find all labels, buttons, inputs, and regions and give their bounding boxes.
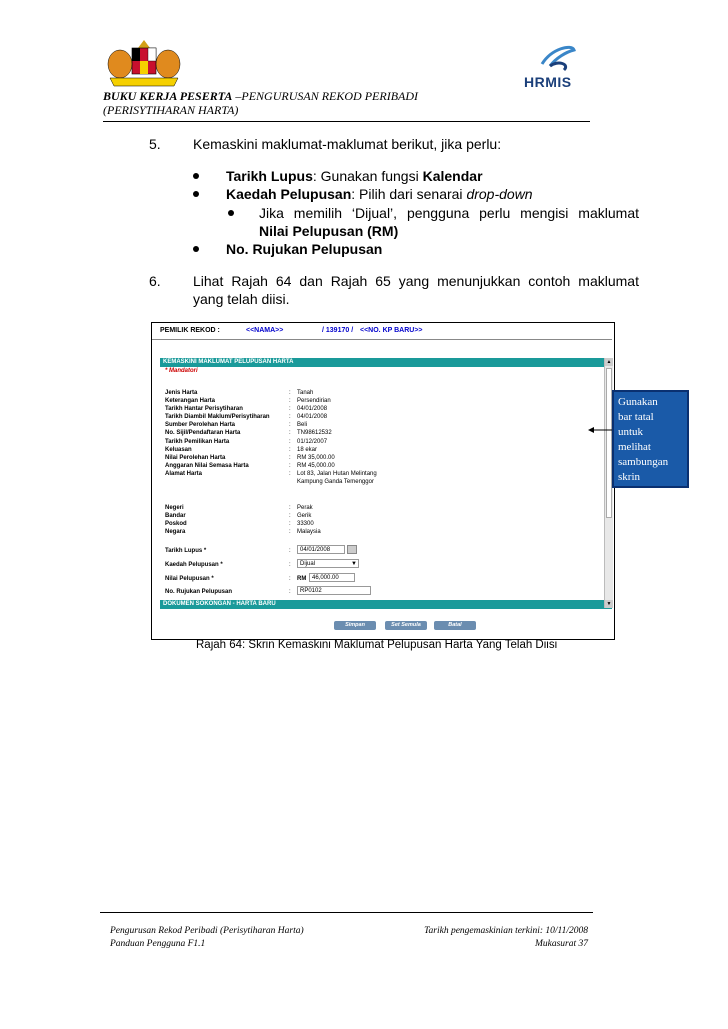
field-label: Sumber Perolehan Harta <box>165 422 236 429</box>
field-row <box>152 528 602 536</box>
footer-left <box>110 925 304 951</box>
field-value: Beli <box>297 422 308 429</box>
field-colon: : <box>289 548 291 554</box>
nilai-rm: RM <box>297 576 307 582</box>
step6-line2: yang telah diisi. <box>193 291 290 307</box>
fields-group <box>152 389 602 486</box>
step5-text: Kemaskini maklumat-maklumat berikut, jika perlu: <box>193 136 502 152</box>
field-label: Tarikh Hantar Perisytiharan <box>165 406 243 413</box>
field-label: Jenis Harta <box>165 390 198 396</box>
footer-right-line1: Tarikh pengemaskinian terkini: 10/11/2008 <box>424 926 588 936</box>
bullet-bold: Kalendar <box>422 168 483 184</box>
callout-line: skrin <box>618 471 640 483</box>
field-label: Bandar <box>165 513 186 520</box>
field-label: Poskod <box>165 521 187 528</box>
header-subtitle: (PERISYTIHARAN HARTA) <box>103 103 239 117</box>
field-row <box>152 438 602 446</box>
bullet-text: : Pilih dari senarai <box>351 186 467 202</box>
coat-of-arms-logo <box>104 38 184 88</box>
field-row <box>152 397 602 405</box>
field-row <box>152 429 602 437</box>
field-value: TN98612532 <box>297 430 332 437</box>
tarikh-lupus-label: Tarikh Lupus * <box>165 548 207 554</box>
field-row <box>152 478 602 486</box>
bullet-dot <box>193 173 199 179</box>
nilai-label: Nilai Pelupusan * <box>165 576 214 582</box>
field-value: Malaysia <box>297 529 321 536</box>
scroll-up-icon[interactable]: ▲ <box>606 359 612 365</box>
owner-id: / 139170 / <box>322 327 354 334</box>
form-screenshot <box>151 322 615 640</box>
callout-line: untuk <box>618 426 644 438</box>
field-label: Negara <box>165 529 186 536</box>
field-row <box>152 520 602 528</box>
document-header <box>103 89 418 117</box>
scroll-down-icon[interactable]: ▼ <box>606 601 612 607</box>
hrmis-logo <box>520 40 590 90</box>
step6-line1: Lihat Rajah 64 dan Rajah 65 yang menunjukkan contoh maklumat <box>193 273 639 289</box>
bullet-label: No. Rujukan Pelupusan <box>226 241 383 257</box>
field-value: RM 45,000.00 <box>297 462 335 469</box>
nilai-row <box>152 573 602 585</box>
field-label: No. Sijil/Pendaftaran Harta <box>165 430 241 437</box>
header-title-bold: BUKU KERJA PESERTA <box>103 89 233 103</box>
field-colon: : <box>289 390 291 396</box>
field-row <box>152 512 602 520</box>
field-colon: : <box>289 505 291 511</box>
sub-bullet-bold: Nilai Pelupusan (RM) <box>259 223 399 239</box>
bullet-label: Tarikh Lupus <box>226 168 313 184</box>
mandatory-note: * Mandatori <box>165 368 198 374</box>
field-value: 04/01/2008 <box>297 414 328 421</box>
field-row <box>152 446 602 454</box>
owner-bar <box>152 323 612 340</box>
bullet-italic: drop-down <box>466 186 533 202</box>
footer-divider <box>100 912 593 913</box>
field-row <box>152 405 602 413</box>
bullet-text: : Gunakan fungsi <box>312 168 423 184</box>
rujukan-label: No. Rujukan Pelupusan <box>165 589 233 595</box>
footer-left-line1: Pengurusan Rekod Peribadi (Perisytiharan Harta) <box>110 926 304 936</box>
field-value: Lot 83, Jalan Hutan Melintang <box>297 470 377 477</box>
field-value: RM 35,000.00 <box>297 454 335 461</box>
callout-line: melihat <box>618 441 651 453</box>
bullet-kaedah-pelupusan <box>226 185 533 203</box>
field-colon: : <box>289 406 291 413</box>
footer-left-line2: Panduan Pengguna F1.1 <box>110 939 206 949</box>
bullet-tarikh-lupus <box>226 167 483 185</box>
kaedah-label: Kaedah Pelupusan * <box>165 562 223 568</box>
header-title-rest: –PENGURUSAN REKOD PERIBADI <box>232 89 419 103</box>
field-colon: : <box>289 589 291 595</box>
step6-text <box>193 272 639 308</box>
bullet-label: Kaedah Pelupusan <box>226 186 352 202</box>
callout-line: Gunakan <box>618 396 658 408</box>
sub-bullet-dot <box>228 210 234 216</box>
field-colon: : <box>289 422 291 429</box>
field-label: Tarikh Pemilikan Harta <box>165 438 230 445</box>
footer-right <box>400 925 588 951</box>
kaedah-select[interactable] <box>297 559 359 568</box>
field-row <box>152 413 602 421</box>
field-colon: : <box>289 398 291 405</box>
field-colon: : <box>289 562 291 568</box>
field-colon: : <box>289 430 291 437</box>
field-label: Negeri <box>165 505 184 511</box>
field-row <box>152 470 602 478</box>
field-value: 01/12/2007 <box>297 438 328 445</box>
field-colon: : <box>289 521 291 528</box>
cancel-button[interactable]: Batal <box>434 621 476 630</box>
tarikh-lupus-row <box>152 545 602 557</box>
field-value: Tanah <box>297 390 314 396</box>
fields-group-address <box>152 504 602 536</box>
field-value: 04/01/2008 <box>297 406 328 413</box>
field-colon: : <box>289 454 291 461</box>
section-title-bar: KEMASKINI MAKLUMAT PELUPUSAN HARTA <box>160 358 612 367</box>
tarikh-lupus-input[interactable]: 04/01/2008 <box>297 545 345 554</box>
field-label: Tarikh Diambil Maklum/Perisytiharan <box>165 414 270 421</box>
hrmis-logo-text: HRMIS <box>524 74 572 90</box>
field-colon: : <box>289 529 291 536</box>
field-row <box>152 389 602 397</box>
field-row <box>152 454 602 462</box>
field-label: Nilai Perolehan Harta <box>165 454 226 461</box>
nilai-input[interactable]: 46,000.00 <box>309 573 355 582</box>
field-colon: : <box>289 438 291 445</box>
field-label: Keterangan Harta <box>165 398 216 405</box>
rujukan-input[interactable]: RP0102 <box>297 586 371 595</box>
owner-label: PEMILIK REKOD : <box>160 327 220 334</box>
rujukan-row <box>152 586 602 598</box>
field-colon: : <box>289 513 291 520</box>
sub-bullet-text: Jika memilih ‘Dijual’, pengguna perlu mengisi maklumat <box>259 205 639 221</box>
bullet-no-rujukan <box>226 240 382 258</box>
callout-arrow <box>588 430 612 431</box>
callout-line: bar tatal <box>618 411 654 423</box>
owner-name: <<NAMA>> <box>246 327 284 334</box>
field-value: 33300 <box>297 521 314 528</box>
kaedah-row <box>152 559 602 571</box>
field-value: Persendirian <box>297 398 331 405</box>
field-label: Keluasan <box>165 446 192 453</box>
callout-line: sambungan <box>618 456 669 468</box>
field-value: Gerik <box>297 513 312 520</box>
calendar-icon[interactable] <box>347 545 357 554</box>
field-value: Kampung Ganda Temenggor <box>297 479 374 486</box>
field-colon: : <box>289 414 291 421</box>
field-label: Alamat Harta <box>165 470 203 477</box>
field-colon: : <box>289 576 291 582</box>
sub-bullet-dijual <box>259 204 639 240</box>
field-value: 18 ekar <box>297 446 318 453</box>
kaedah-value: Dijual <box>300 561 316 567</box>
field-row <box>152 462 602 470</box>
save-button[interactable]: Simpan <box>334 621 376 630</box>
figure-caption: Rajah 64: Skrin Kemaskini Maklumat Pelupusan Harta Yang Telah Diisi <box>196 639 558 651</box>
bullet-dot <box>193 246 199 252</box>
field-label: Anggaran Nilai Semasa Harta <box>165 462 249 469</box>
bullet-dot <box>193 191 199 197</box>
field-colon: : <box>289 470 291 477</box>
step5-number: 5. <box>149 136 161 152</box>
owner-kp: <<NO. KP BARU>> <box>360 327 423 334</box>
footer-right-line2: Mukasurat 37 <box>534 939 588 949</box>
field-value: Perak <box>297 505 313 511</box>
step6-number: 6. <box>149 273 161 289</box>
doc-section-bar: DOKUMEN SOKONGAN - HARTA BARU <box>160 600 612 609</box>
chevron-down-icon: ▼ <box>351 561 357 567</box>
callout-box <box>612 390 689 488</box>
field-colon: : <box>289 462 291 469</box>
header-divider <box>103 121 590 122</box>
field-colon: : <box>289 446 291 453</box>
reset-button[interactable]: Set Semula <box>385 621 427 630</box>
field-row <box>152 421 602 429</box>
field-row <box>152 504 602 512</box>
